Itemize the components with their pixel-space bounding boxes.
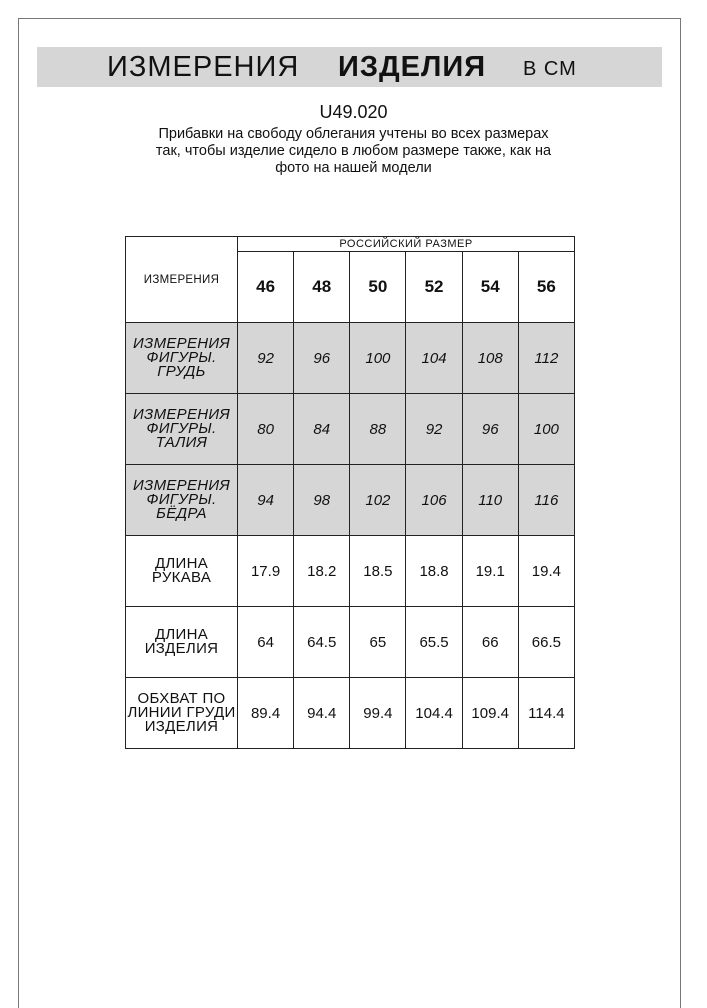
- table-cell: 100: [518, 394, 574, 465]
- table-cell: 19.4: [518, 536, 574, 607]
- table-cell: 94: [238, 465, 294, 536]
- table-cell: 66.5: [518, 607, 574, 678]
- table-cell: 18.8: [406, 536, 462, 607]
- size-chart-table: [125, 236, 575, 749]
- product-code: U49.020: [319, 102, 388, 122]
- table-row: [126, 607, 575, 678]
- header-row-group: [126, 237, 575, 252]
- fit-description: [120, 126, 587, 177]
- corner-label: ИЗМЕРЕНИЯ: [126, 237, 238, 323]
- description-line: Прибавки на свободу облегания учтены во всех размерах: [158, 126, 549, 142]
- table-cell: 18.2: [294, 536, 350, 607]
- table-cell: 96: [294, 323, 350, 394]
- table-cell: 98: [294, 465, 350, 536]
- row-label-line: ИЗДЕЛИЯ: [144, 718, 219, 735]
- table-cell: 92: [238, 323, 294, 394]
- table-row: [126, 323, 575, 394]
- row-label-line: ФИГУРЫ. ГРУДЬ: [146, 349, 217, 380]
- row-label-line: ДЛИНА ИЗДЕЛИЯ: [144, 626, 219, 657]
- row-label: [126, 607, 238, 678]
- table-row: [126, 394, 575, 465]
- description-line: так, чтобы изделие сидело в любом размере также, как на: [155, 143, 552, 159]
- row-label-line: ЛИНИИ ГРУДИ: [127, 704, 236, 721]
- row-label: [126, 394, 238, 465]
- table-cell: 110: [462, 465, 518, 536]
- table-cell: 112: [518, 323, 574, 394]
- title-units: В СМ: [523, 58, 577, 80]
- title-measurements: ИЗМЕРЕНИЯ: [107, 51, 300, 83]
- row-label-line: ДЛИНА РУКАВА: [151, 555, 212, 586]
- table-cell: 114.4: [518, 678, 574, 749]
- row-label: [126, 323, 238, 394]
- table-cell: 65.5: [406, 607, 462, 678]
- row-label-line: ИЗМЕРЕНИЯ: [133, 406, 230, 423]
- table-cell: 17.9: [238, 536, 294, 607]
- table-cell: 109.4: [462, 678, 518, 749]
- table-row: [126, 536, 575, 607]
- title-product: ИЗДЕЛИЯ: [338, 51, 487, 83]
- table-cell: 66: [462, 607, 518, 678]
- row-label: [126, 536, 238, 607]
- table-row: [126, 465, 575, 536]
- table-cell: 100: [350, 323, 406, 394]
- row-label-line: ИЗМЕРЕНИЯ: [133, 477, 230, 494]
- table-cell: 80: [238, 394, 294, 465]
- row-label-line: ОБХВАТ ПО: [137, 690, 226, 707]
- table-cell: 99.4: [350, 678, 406, 749]
- size-header: 46: [238, 252, 294, 323]
- size-header: 48: [294, 252, 350, 323]
- table-cell: 19.1: [462, 536, 518, 607]
- table-cell: 65: [350, 607, 406, 678]
- table-cell: 64: [238, 607, 294, 678]
- size-header: 56: [518, 252, 574, 323]
- table-cell: 64.5: [294, 607, 350, 678]
- description-line: фото на нашей модели: [275, 160, 432, 176]
- table-cell: 102: [350, 465, 406, 536]
- table-cell: 84: [294, 394, 350, 465]
- table-cell: 108: [462, 323, 518, 394]
- table-cell: 92: [406, 394, 462, 465]
- table-cell: 116: [518, 465, 574, 536]
- table-cell: 106: [406, 465, 462, 536]
- size-system-header: РОССИЙСКИЙ РАЗМЕР: [238, 237, 575, 252]
- size-header: 50: [350, 252, 406, 323]
- table-cell: 96: [462, 394, 518, 465]
- row-label: [126, 465, 238, 536]
- row-label: [126, 678, 238, 749]
- row-label-line: ФИГУРЫ. БЁДРА: [146, 491, 217, 522]
- table-cell: 94.4: [294, 678, 350, 749]
- table-cell: 104: [406, 323, 462, 394]
- table-cell: 104.4: [406, 678, 462, 749]
- table-row: [126, 678, 575, 749]
- row-label-line: ИЗМЕРЕНИЯ: [133, 335, 230, 352]
- row-label-line: ФИГУРЫ. ТАЛИЯ: [146, 420, 217, 451]
- table-cell: 89.4: [238, 678, 294, 749]
- table-cell: 18.5: [350, 536, 406, 607]
- size-header: 54: [462, 252, 518, 323]
- table-cell: 88: [350, 394, 406, 465]
- size-header: 52: [406, 252, 462, 323]
